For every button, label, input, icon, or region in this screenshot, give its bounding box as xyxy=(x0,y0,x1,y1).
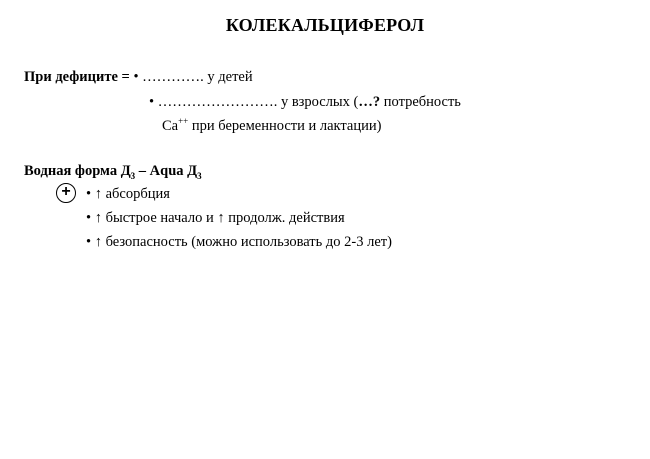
calcium-charge: ++ xyxy=(178,116,189,127)
aqua-item-absorption: • ↑ абсорбция xyxy=(86,186,170,202)
deficit-line-calcium xyxy=(162,117,381,135)
aqua-item-safety: • ↑ безопасность (можно использовать до 2-3 лет) xyxy=(86,234,392,250)
deficit-label: При дефиците = xyxy=(24,69,130,85)
aqua-item-onset: • ↑ быстрое начало и ↑ продолж. действия xyxy=(86,210,345,226)
deficit-line-children xyxy=(24,68,253,86)
bullet: • xyxy=(149,94,155,110)
aqua-heading-part1: Водная форма Д xyxy=(24,163,131,179)
children-dots: …………. xyxy=(142,69,204,85)
bullet: • xyxy=(133,69,139,85)
aqua-heading-part2: – Aqua Д xyxy=(135,163,198,179)
deficit-line-adults xyxy=(149,93,461,111)
page-title: КОЛЕКАЛЬЦИФЕРОЛ xyxy=(225,15,425,35)
adults-text: у взрослых ( xyxy=(277,94,359,110)
aqua-heading-sub1: 3 xyxy=(130,170,136,181)
adults-question: …? xyxy=(358,94,381,110)
adults-need: потребность xyxy=(380,94,461,110)
adults-dots: ……………………. xyxy=(157,94,278,110)
calcium-symbol: Ca xyxy=(162,118,179,134)
aqua-heading-sub2: 3 xyxy=(197,170,202,181)
plus-circle-icon: + xyxy=(56,183,76,203)
calcium-text: при беременности и лактации) xyxy=(188,118,382,134)
aqua-heading xyxy=(24,162,202,180)
children-text: у детей xyxy=(203,69,253,85)
